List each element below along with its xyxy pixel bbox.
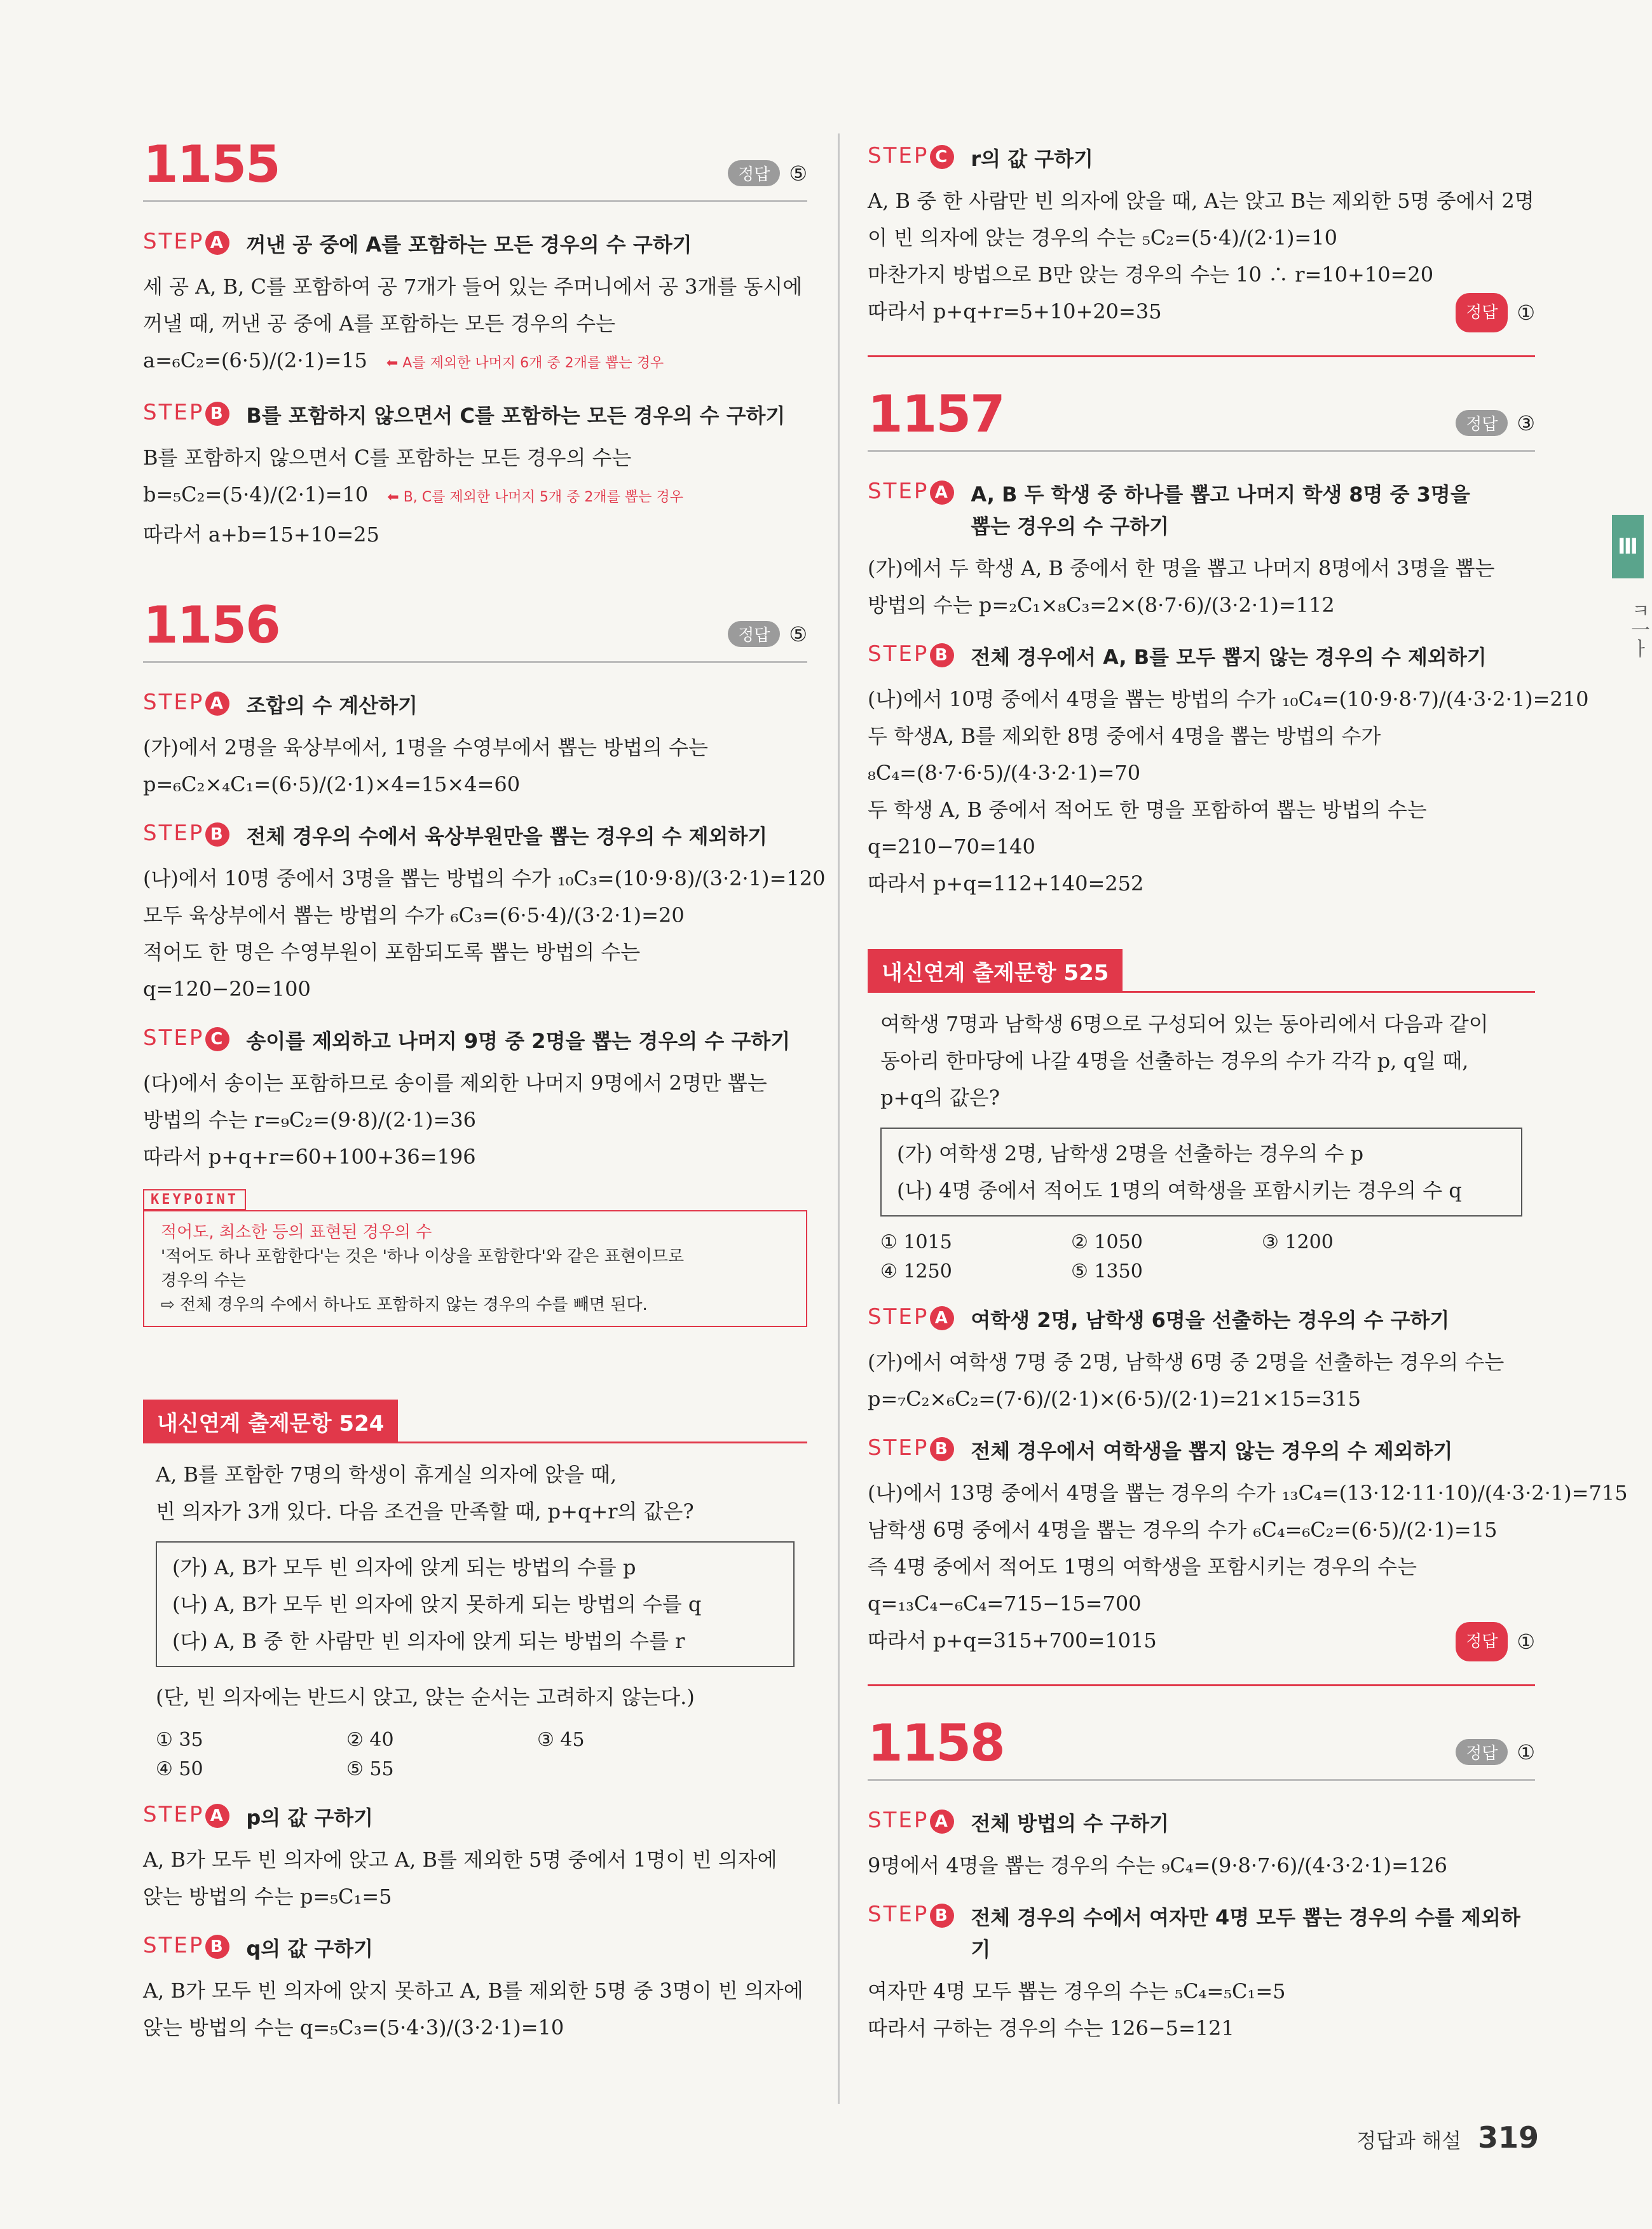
step-badge: B (205, 822, 229, 847)
solution-line: 꺼낼 때, 꺼낸 공 중에 A를 포함하는 모든 경우의 수는 (143, 311, 616, 336)
answer-choices (880, 1228, 1522, 1286)
solution-line: 여자만 4명 모두 뽑는 경우의 수는 ₅C₄=₅C₁=5 (868, 1979, 1286, 2003)
answer-value: ⑤ (789, 622, 807, 646)
choice: ③ 1200 (1262, 1231, 1334, 1253)
chapter-tab: Ⅲ (1612, 515, 1644, 578)
question-line: p+q의 값은? (880, 1086, 1000, 1110)
step-badge: A (205, 692, 229, 716)
step-badge: A (930, 1306, 954, 1330)
step-title: 전체 방법의 수 구하기 (971, 1811, 1169, 1836)
solution-line: A, B가 모두 빈 의자에 앉지 못하고 A, B를 제외한 5명 중 3명이 빈 의자에 (143, 1979, 803, 2003)
step-a (143, 1802, 807, 1834)
step-label (143, 1025, 229, 1051)
answer-value: ① (1517, 1740, 1535, 1764)
step-label (868, 1808, 954, 1834)
choice: ⑤ 55 (346, 1758, 394, 1780)
step-a (143, 229, 807, 261)
answer-tag (728, 621, 807, 647)
step-badge: B (205, 402, 229, 426)
step-badge: B (930, 1904, 954, 1928)
answer-tag (728, 160, 807, 186)
step-a (868, 1304, 1535, 1336)
answer-tag (1456, 293, 1535, 332)
solution-line: 9명에서 4명을 뽑는 경우의 수는 ₉C₄=(9·8·7·6)/(4·3·2·1)=126 (868, 1853, 1447, 1878)
solution-line: (가)에서 2명을 육상부에서, 1명을 수영부에서 뽑는 방법의 수는 (143, 735, 708, 760)
formula: a=₆C₂=(6·5)/(2·1)=15 (143, 348, 367, 372)
section-rule (868, 1684, 1535, 1686)
step-title: 전체 경우에서 여학생을 뽑지 않는 경우의 수 제외하기 (971, 1439, 1453, 1463)
solution-line: A, B 중 한 사람만 빈 의자에 앉을 때, A는 앉고 B는 제외한 5명 중에서 2명 (868, 189, 1534, 213)
step-b (143, 821, 807, 852)
step-label (868, 143, 954, 169)
naesin-header-524 (143, 1397, 807, 1443)
step-a (868, 479, 1535, 542)
solution-line: p=₇C₂×₆C₂=(7·6)/(2·1)×(6·5)/(2·1)=21×15=315 (868, 1387, 1361, 1411)
condition-box (880, 1128, 1522, 1217)
step-text: STEP (143, 690, 205, 715)
step-text: STEP (868, 1808, 929, 1833)
answer-label: 정답 (1456, 293, 1508, 332)
keypoint-content (143, 1210, 807, 1327)
solution-line: (나)에서 10명 중에서 4명을 뽑는 방법의 수가 ₁₀C₄=(10·9·8·7)/(4·3·2·1)=210 (868, 687, 1589, 711)
condition-box (156, 1541, 795, 1667)
problem-header-1155 (143, 130, 807, 202)
answer-label: 정답 (728, 621, 780, 647)
solution-line: 앉는 방법의 수는 p=₅C₁=5 (143, 1885, 392, 1909)
condition: (가) A, B가 모두 빈 의자에 앉게 되는 방법의 수를 p (172, 1555, 636, 1579)
step-title: A, B 두 학생 중 하나를 뽑고 나머지 학생 8명 중 3명을 뽑는 경우의 수 구하기 (971, 482, 1470, 538)
step-label (868, 1902, 954, 1928)
step-badge: C (205, 1027, 229, 1051)
solution-line: 두 학생A, B를 제외한 8명 중에서 4명을 뽑는 방법의 수가 (868, 724, 1381, 748)
step-b (868, 641, 1535, 673)
question-line: A, B를 포함한 7명의 학생이 휴게실 의자에 앉을 때, (156, 1462, 617, 1487)
problem-header-1157 (868, 380, 1535, 452)
choice: ⑤ 1350 (1071, 1260, 1143, 1283)
solution-line: 이 빈 의자에 앉는 경우의 수는 ₅C₂=(5·4)/(2·1)=10 (868, 226, 1337, 250)
choice: ② 40 (346, 1729, 394, 1751)
solution-line: 방법의 수는 p=₂C₁×₈C₃=2×(8·7·6)/(3·2·1)=112 (868, 593, 1335, 617)
problem-number: 1157 (868, 385, 1004, 444)
margin-note: ⬅ B, C를 제외한 나머지 5개 중 2개를 뽑는 경우 (387, 489, 683, 505)
formula: b=₅C₂=(5·4)/(2·1)=10 (143, 482, 369, 507)
choice: ④ 1250 (880, 1260, 952, 1283)
step-title: 조합의 수 계산하기 (246, 693, 418, 718)
left-column (143, 130, 826, 2046)
column-divider (838, 133, 840, 2104)
solution-line (143, 476, 807, 516)
section-rule (868, 355, 1535, 357)
solution-line: 남학생 6명 중에서 4명을 뽑는 경우의 수가 ₆C₄=₆C₂=(6·5)/(2·1)=15 (868, 1518, 1498, 1542)
step-text: STEP (868, 1435, 929, 1461)
solution-line: 즉 4명 중에서 적어도 1명의 여학생을 포함시키는 경우의 수는 (868, 1555, 1417, 1579)
step-badge: A (930, 481, 954, 505)
solution-line: (가)에서 여학생 7명 중 2명, 남학생 6명 중 2명을 선출하는 경우의 수는 (868, 1350, 1505, 1374)
margin-note: ⬅ A를 제외한 나머지 6개 중 2개를 뽑는 경우 (386, 355, 664, 371)
question-line: 동아리 한마당에 나갈 4명을 선출하는 경우의 수가 각각 p, q일 때, (880, 1049, 1469, 1073)
step-b (868, 1902, 1535, 1965)
step-text: STEP (143, 229, 205, 254)
naesin-tab: 내신연계 출제문항 524 (143, 1400, 398, 1443)
naesin-header-525 (868, 946, 1535, 993)
footer-label: 정답과 해설 (1356, 2129, 1461, 2153)
step-label (143, 1933, 229, 1959)
answer-label: 정답 (1456, 1739, 1508, 1765)
step-b (143, 1933, 807, 1965)
choice: ② 1050 (1071, 1231, 1143, 1253)
step-text: STEP (868, 143, 929, 168)
step-label (143, 1802, 229, 1828)
solution-line (868, 1622, 1535, 1661)
step-text: STEP (868, 1304, 929, 1330)
answer-tag (1456, 410, 1535, 436)
solution-line: 마찬가지 방법으로 B만 앉는 경우의 수는 10 ∴ r=10+10=20 (868, 262, 1434, 287)
step-title: p의 값 구하기 (246, 1806, 374, 1830)
step-label (868, 641, 954, 667)
step-title: 전체 경우의 수에서 육상부원만을 뽑는 경우의 수 제외하기 (246, 824, 768, 849)
answer-value: ⑤ (789, 161, 807, 186)
step-title: 전체 경우에서 A, B를 모두 뽑지 않는 경우의 수 제외하기 (971, 645, 1487, 669)
solution-line: 두 학생 A, B 중에서 적어도 한 명을 포함하여 뽑는 방법의 수는 (868, 798, 1427, 822)
solution-line: p=₆C₂×₄C₁=(6·5)/(2·1)×4=15×4=60 (143, 772, 521, 796)
step-text: STEP (143, 821, 205, 846)
step-a (868, 1808, 1535, 1839)
solution-line: A, B가 모두 빈 의자에 앉고 A, B를 제외한 5명 중에서 1명이 빈 의자에 (143, 1848, 777, 1872)
choice: ④ 50 (156, 1758, 203, 1780)
chapter-label: ㅋ一ㅏ (1627, 601, 1649, 658)
step-label (143, 229, 229, 255)
answer-tag (1456, 1622, 1535, 1661)
step-text: STEP (868, 479, 929, 504)
condition: (나) 4명 중에서 적어도 1명의 여학생을 포함시키는 경우의 수 q (897, 1178, 1462, 1203)
step-title: r의 값 구하기 (971, 147, 1093, 171)
solution-line: (나)에서 13명 중에서 4명을 뽑는 경우의 수가 ₁₃C₄=(13·12·11·10)/(4·3·2·1)=715 (868, 1481, 1628, 1505)
step-badge: B (930, 643, 954, 667)
step-label (868, 1435, 954, 1461)
condition: (가) 여학생 2명, 남학생 2명을 선출하는 경우의 수 p (897, 1142, 1364, 1166)
step-text: STEP (868, 641, 929, 667)
step-badge: B (205, 1935, 229, 1959)
choice: ① 1015 (880, 1231, 952, 1253)
question-line: 여학생 7명과 남학생 6명으로 구성되어 있는 동아리에서 다음과 같이 (880, 1012, 1489, 1036)
step-b (868, 1435, 1535, 1467)
step-title: q의 값 구하기 (246, 1937, 374, 1961)
solution-line: 앉는 방법의 수는 q=₅C₃=(5·4·3)/(3·2·1)=10 (143, 2015, 564, 2040)
solution-line: 따라서 구하는 경우의 수는 126−5=121 (868, 2016, 1234, 2040)
answer-label: 정답 (1456, 1622, 1508, 1661)
keypoint-heading: 적어도, 최소한 등의 표현된 경우의 수 (161, 1223, 432, 1242)
page-footer (1356, 2120, 1539, 2155)
problem-number: 1158 (868, 1714, 1004, 1773)
naesin-tab: 내신연계 출제문항 525 (868, 949, 1123, 993)
solution-line: (다)에서 송이는 포함하므로 송이를 제외한 나머지 9명에서 2명만 뽑는 (143, 1071, 767, 1095)
step-title: 송이를 제외하고 나머지 9명 중 2명을 뽑는 경우의 수 구하기 (246, 1029, 791, 1053)
solution-line: 따라서 p+q=112+140=252 (868, 871, 1144, 896)
answer-value: ① (1517, 301, 1535, 325)
result: 따라서 p+q+r=5+10+20=35 (868, 299, 1162, 324)
step-label (143, 821, 229, 847)
question-line: 빈 의자가 3개 있다. 다음 조건을 만족할 때, p+q+r의 값은? (156, 1499, 694, 1523)
answer-value: ③ (1517, 411, 1535, 435)
step-badge: C (930, 145, 954, 169)
step-label (868, 1304, 954, 1330)
solution-line: (나)에서 10명 중에서 3명을 뽑는 방법의 수가 ₁₀C₃=(10·9·8)/(3·2·1)=120 (143, 866, 826, 890)
solution-line (143, 342, 807, 382)
solution-line: ₈C₄=(8·7·6·5)/(4·3·2·1)=70 (868, 761, 1141, 785)
step-badge: B (930, 1437, 954, 1461)
step-text: STEP (143, 1802, 205, 1827)
problem-number: 1155 (143, 135, 280, 194)
choice: ③ 45 (537, 1729, 585, 1751)
page-number: 319 (1477, 2120, 1539, 2155)
answer-label: 정답 (1456, 410, 1508, 436)
step-badge: A (930, 1810, 954, 1834)
step-text: STEP (143, 1025, 205, 1051)
keypoint-line: '적어도 하나 포함한다'는 것은 '하나 이상을 포함한다'와 같은 표현이므로 (161, 1247, 685, 1266)
result: 따라서 p+q=315+700=1015 (868, 1628, 1157, 1653)
answer-choices (156, 1726, 795, 1784)
step-title: 전체 경우의 수에서 여자만 4명 모두 뽑는 경우의 수를 제외하기 (971, 1905, 1520, 1961)
solution-line: q=210−70=140 (868, 835, 1035, 859)
question-note: (단, 빈 의자에는 반드시 앉고, 앉는 순서는 고려하지 않는다.) (156, 1685, 695, 1709)
step-label (143, 690, 229, 716)
step-badge: A (205, 1804, 229, 1828)
solution-line: 적어도 한 명은 수영부원이 포함되도록 뽑는 방법의 수는 (143, 940, 641, 964)
keypoint-line: ⇨ 전체 경우의 수에서 하나도 포함하지 않는 경우의 수를 빼면 된다. (161, 1295, 648, 1314)
answer-tag (1456, 1739, 1535, 1765)
condition: (나) A, B가 모두 빈 의자에 앉지 못하게 되는 방법의 수를 q (172, 1592, 702, 1616)
condition: (다) A, B 중 한 사람만 빈 의자에 앉게 되는 방법의 수를 r (172, 1629, 685, 1653)
step-c (143, 1025, 807, 1057)
step-text: STEP (868, 1902, 929, 1927)
solution-line: B를 포함하지 않으면서 C를 포함하는 모든 경우의 수는 (143, 446, 632, 470)
solution-line: 따라서 p+q+r=60+100+36=196 (143, 1145, 476, 1169)
step-text: STEP (143, 400, 205, 425)
step-b (143, 400, 807, 432)
solution-line: q=₁₃C₄−₆C₄=715−15=700 (868, 1592, 1142, 1616)
step-text: STEP (143, 1933, 205, 1958)
keypoint-line: 경우의 수는 (161, 1271, 246, 1290)
step-c (868, 143, 1535, 175)
problem-header-1158 (868, 1709, 1535, 1781)
keypoint-box (143, 1189, 807, 1327)
problem-number: 1156 (143, 596, 280, 655)
step-title: 꺼낸 공 중에 A를 포함하는 모든 경우의 수 구하기 (246, 233, 692, 257)
keypoint-label: KEYPOINT (143, 1189, 246, 1210)
solution-line: 모두 육상부에서 뽑는 방법의 수가 ₆C₃=(6·5·4)/(3·2·1)=20 (143, 903, 685, 927)
step-badge: A (205, 231, 229, 255)
step-title: B를 포함하지 않으면서 C를 포함하는 모든 경우의 수 구하기 (246, 404, 786, 428)
step-label (143, 400, 229, 426)
solution-line: 세 공 A, B, C를 포함하여 공 7개가 들어 있는 주머니에서 공 3개를 동시에 (143, 275, 803, 299)
choice: ① 35 (156, 1729, 203, 1751)
solution-line: 방법의 수는 r=₉C₂=(9·8)/(2·1)=36 (143, 1108, 476, 1132)
step-label (868, 479, 954, 505)
answer-label: 정답 (728, 160, 780, 186)
step-a (143, 690, 807, 721)
solution-line: 따라서 a+b=15+10=25 (143, 522, 379, 547)
solution-line (868, 293, 1535, 332)
problem-header-1156 (143, 591, 807, 663)
step-title: 여학생 2명, 남학생 6명을 선출하는 경우의 수 구하기 (971, 1308, 1450, 1332)
solution-line: (가)에서 두 학생 A, B 중에서 한 명을 뽑고 나머지 8명에서 3명을 뽑는 (868, 556, 1495, 580)
answer-value: ① (1517, 1630, 1535, 1654)
solution-line: q=120−20=100 (143, 977, 311, 1001)
